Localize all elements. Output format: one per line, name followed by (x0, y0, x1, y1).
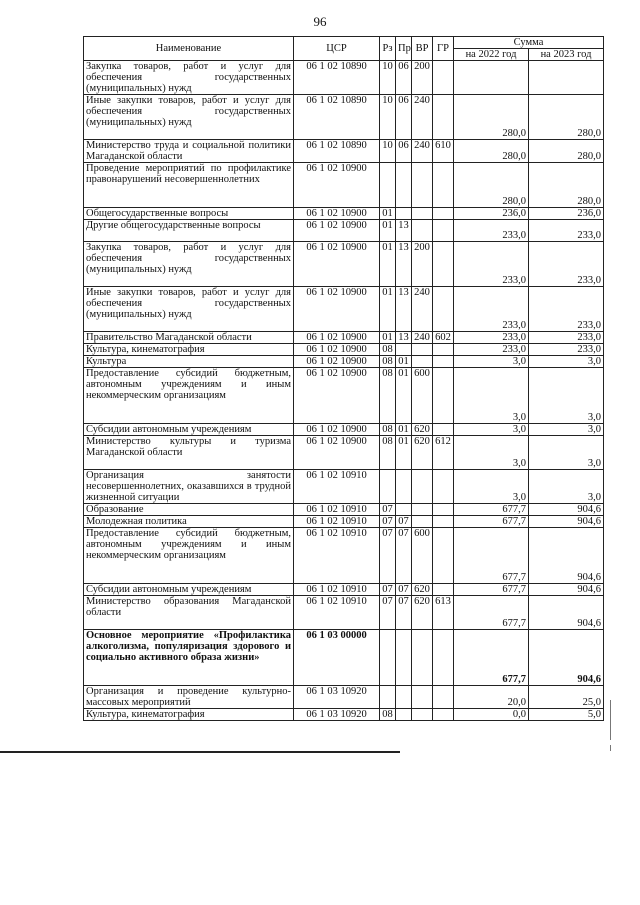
table-row (84, 287, 604, 332)
table-row (84, 470, 604, 504)
cell-rz: 08 (380, 344, 396, 356)
cell-vr (412, 504, 433, 516)
margin-mark (610, 700, 611, 740)
cell-sum-2022: 677,7 (454, 596, 529, 630)
table-row (84, 163, 604, 208)
cell-gr: 612 (433, 436, 454, 470)
cell-pr: 01 (396, 356, 412, 368)
table-row (84, 686, 604, 709)
cell-rz (380, 163, 396, 208)
cell-sum-2022: 3,0 (454, 436, 529, 470)
cell-gr (433, 584, 454, 596)
cell-pr: 13 (396, 242, 412, 287)
cell-name: Закупка товаров, работ и услуг для обеспечения государственных (муниципальных) нужд (84, 242, 294, 287)
cell-sum-2023: 233,0 (529, 242, 604, 287)
cell-vr (412, 163, 433, 208)
table-row (84, 528, 604, 584)
page-number: 96 (313, 14, 327, 29)
table-row (84, 61, 604, 95)
cell-name: Предоставление субсидий бюджетным, автономным учреждениям и иным некоммерческим организациям (84, 368, 294, 424)
cell-rz (380, 630, 396, 686)
cell-vr: 240 (412, 140, 433, 163)
cell-sum-2023: 233,0 (529, 344, 604, 356)
cell-sum-2022: 233,0 (454, 242, 529, 287)
cell-sum-2023: 904,6 (529, 516, 604, 528)
cell-rz: 01 (380, 208, 396, 220)
cell-pr (396, 709, 412, 721)
cell-gr (433, 95, 454, 140)
cell-sum-2022: 677,7 (454, 516, 529, 528)
cell-name: Общегосударственные вопросы (84, 208, 294, 220)
cell-pr: 06 (396, 95, 412, 140)
cell-gr: 602 (433, 332, 454, 344)
cell-name: Образование (84, 504, 294, 516)
cell-sum-2022: 677,7 (454, 584, 529, 596)
cell-rz: 08 (380, 356, 396, 368)
cell-vr: 200 (412, 242, 433, 287)
cell-csr: 06 1 02 10900 (294, 220, 380, 242)
cell-gr (433, 504, 454, 516)
cell-rz: 07 (380, 504, 396, 516)
cell-csr: 06 1 02 10900 (294, 287, 380, 332)
cell-csr: 06 1 03 10920 (294, 709, 380, 721)
cell-name: Культура (84, 356, 294, 368)
cell-gr (433, 242, 454, 287)
cell-csr: 06 1 02 10910 (294, 470, 380, 504)
table-row (84, 709, 604, 721)
cell-rz: 08 (380, 368, 396, 424)
cell-rz: 07 (380, 516, 396, 528)
cell-vr (412, 470, 433, 504)
cell-vr: 240 (412, 95, 433, 140)
cell-gr (433, 686, 454, 709)
cell-vr (412, 356, 433, 368)
cell-vr: 200 (412, 61, 433, 95)
cell-pr (396, 504, 412, 516)
cell-gr: 610 (433, 140, 454, 163)
cell-vr (412, 208, 433, 220)
table-row (84, 140, 604, 163)
table-row (84, 208, 604, 220)
cell-sum-2023: 236,0 (529, 208, 604, 220)
cell-gr (433, 208, 454, 220)
cell-sum-2023: 904,6 (529, 584, 604, 596)
cell-name: Закупка товаров, работ и услуг для обеспечения государственных (муниципальных) нужд (84, 61, 294, 95)
cell-name: Организация занятости несовершеннолетних, оказавшихся в трудной жизненной ситуации (84, 470, 294, 504)
table-row (84, 516, 604, 528)
cell-vr: 620 (412, 596, 433, 630)
cell-vr (412, 686, 433, 709)
cell-sum-2023: 280,0 (529, 95, 604, 140)
cell-rz: 10 (380, 140, 396, 163)
cell-csr: 06 1 02 10910 (294, 528, 380, 584)
cell-name: Субсидии автономным учреждениям (84, 424, 294, 436)
cell-name: Иные закупки товаров, работ и услуг для обеспечения государственных (муниципальных) нужд (84, 95, 294, 140)
table-row (84, 424, 604, 436)
cell-pr (396, 630, 412, 686)
cell-pr: 01 (396, 368, 412, 424)
cell-pr: 07 (396, 596, 412, 630)
cell-vr: 620 (412, 424, 433, 436)
table-row (84, 95, 604, 140)
cell-csr: 06 1 03 10920 (294, 686, 380, 709)
cell-csr: 06 1 02 10900 (294, 163, 380, 208)
cell-sum-2023: 904,6 (529, 528, 604, 584)
cell-pr (396, 344, 412, 356)
cell-sum-2022: 280,0 (454, 140, 529, 163)
cell-csr: 06 1 02 10890 (294, 95, 380, 140)
cell-vr (412, 220, 433, 242)
table-row (84, 596, 604, 630)
cell-sum-2023: 25,0 (529, 686, 604, 709)
cell-csr: 06 1 02 10900 (294, 368, 380, 424)
cell-csr: 06 1 03 00000 (294, 630, 380, 686)
cell-csr: 06 1 02 10900 (294, 344, 380, 356)
table-row (84, 584, 604, 596)
cell-name: Проведение мероприятий по профилактике правонарушений несовершеннолетних (84, 163, 294, 208)
cell-sum-2022: 233,0 (454, 220, 529, 242)
header-rz: Рз (380, 37, 396, 61)
cell-rz: 08 (380, 436, 396, 470)
header-pr: Пр (396, 37, 412, 61)
cell-rz: 08 (380, 709, 396, 721)
cell-name: Министерство культуры и туризма Магаданской области (84, 436, 294, 470)
table-row (84, 368, 604, 424)
budget-table (83, 36, 604, 721)
cell-pr: 07 (396, 528, 412, 584)
header-gr: ГР (433, 37, 454, 61)
header-vr: ВР (412, 37, 433, 61)
cell-csr: 06 1 02 10900 (294, 242, 380, 287)
cell-vr: 620 (412, 436, 433, 470)
cell-sum-2023: 233,0 (529, 220, 604, 242)
cell-pr: 01 (396, 436, 412, 470)
cell-gr (433, 516, 454, 528)
cell-gr: 613 (433, 596, 454, 630)
cell-rz: 01 (380, 287, 396, 332)
margin-mark (610, 745, 611, 751)
cell-pr (396, 686, 412, 709)
cell-name: Культура, кинематография (84, 709, 294, 721)
cell-vr: 600 (412, 528, 433, 584)
cell-sum-2022: 233,0 (454, 344, 529, 356)
cell-name: Другие общегосударственные вопросы (84, 220, 294, 242)
cell-sum-2022: 280,0 (454, 95, 529, 140)
cell-vr: 240 (412, 332, 433, 344)
cell-sum-2023: 904,6 (529, 630, 604, 686)
table-body (84, 61, 604, 721)
table-row (84, 332, 604, 344)
table-row (84, 436, 604, 470)
cell-pr: 06 (396, 61, 412, 95)
cell-sum-2023: 3,0 (529, 424, 604, 436)
cell-sum-2022 (454, 61, 529, 95)
cell-gr (433, 344, 454, 356)
cell-sum-2022: 236,0 (454, 208, 529, 220)
cell-sum-2023 (529, 61, 604, 95)
cell-sum-2023: 3,0 (529, 356, 604, 368)
cell-sum-2022: 280,0 (454, 163, 529, 208)
cell-gr (433, 61, 454, 95)
cell-sum-2023: 280,0 (529, 163, 604, 208)
cell-rz: 07 (380, 596, 396, 630)
table-row (84, 630, 604, 686)
cell-gr (433, 287, 454, 332)
cell-sum-2022: 233,0 (454, 287, 529, 332)
cell-sum-2023: 233,0 (529, 332, 604, 344)
cell-rz: 01 (380, 220, 396, 242)
cell-name: Основное мероприятие «Профилактика алкоголизма, популяризация здорового и социально активного образа жизни» (84, 630, 294, 686)
cell-rz (380, 686, 396, 709)
cell-vr: 620 (412, 584, 433, 596)
cell-name: Культура, кинематография (84, 344, 294, 356)
cell-sum-2022: 677,7 (454, 504, 529, 516)
cell-csr: 06 1 02 10910 (294, 504, 380, 516)
cell-pr: 06 (396, 140, 412, 163)
cell-csr: 06 1 02 10900 (294, 332, 380, 344)
cell-csr: 06 1 02 10900 (294, 356, 380, 368)
cell-csr: 06 1 02 10890 (294, 140, 380, 163)
cell-pr: 13 (396, 332, 412, 344)
cell-vr (412, 516, 433, 528)
cell-sum-2022: 3,0 (454, 470, 529, 504)
cell-name: Предоставление субсидий бюджетным, автономным учреждениям и иным некоммерческим организациям (84, 528, 294, 584)
cell-pr: 13 (396, 220, 412, 242)
cell-sum-2022: 3,0 (454, 368, 529, 424)
cell-sum-2023: 5,0 (529, 709, 604, 721)
cell-gr (433, 630, 454, 686)
cell-rz: 07 (380, 528, 396, 584)
header-name: Наименование (84, 37, 294, 61)
cell-csr: 06 1 02 10910 (294, 516, 380, 528)
cell-pr (396, 208, 412, 220)
header-year-2022: на 2022 год (454, 49, 529, 61)
table-row (84, 220, 604, 242)
cell-pr: 01 (396, 424, 412, 436)
cell-rz: 10 (380, 95, 396, 140)
cell-vr (412, 344, 433, 356)
cell-sum-2023: 904,6 (529, 504, 604, 516)
cell-gr (433, 356, 454, 368)
table-row (84, 356, 604, 368)
cell-gr (433, 709, 454, 721)
cell-name: Министерство труда и социальной политики Магаданской области (84, 140, 294, 163)
cell-csr: 06 1 02 10910 (294, 596, 380, 630)
cell-csr: 06 1 02 10900 (294, 208, 380, 220)
table-row (84, 242, 604, 287)
cell-pr: 07 (396, 516, 412, 528)
bottom-rule (0, 751, 400, 753)
header-sum: Сумма (454, 37, 604, 49)
cell-sum-2022: 3,0 (454, 356, 529, 368)
cell-gr (433, 470, 454, 504)
cell-sum-2022: 677,7 (454, 528, 529, 584)
cell-rz (380, 470, 396, 504)
cell-name: Правительство Магаданской области (84, 332, 294, 344)
cell-csr: 06 1 02 10900 (294, 424, 380, 436)
cell-pr (396, 163, 412, 208)
cell-gr (433, 528, 454, 584)
cell-sum-2023: 233,0 (529, 287, 604, 332)
cell-rz: 07 (380, 584, 396, 596)
cell-sum-2023: 904,6 (529, 596, 604, 630)
cell-name: Субсидии автономным учреждениям (84, 584, 294, 596)
cell-csr: 06 1 02 10910 (294, 584, 380, 596)
cell-gr (433, 424, 454, 436)
table-row (84, 344, 604, 356)
cell-sum-2023: 3,0 (529, 368, 604, 424)
header-year-2023: на 2023 год (529, 49, 604, 61)
cell-gr (433, 220, 454, 242)
cell-sum-2022: 0,0 (454, 709, 529, 721)
cell-sum-2023: 3,0 (529, 436, 604, 470)
cell-rz: 01 (380, 242, 396, 287)
cell-sum-2022: 233,0 (454, 332, 529, 344)
cell-csr: 06 1 02 10890 (294, 61, 380, 95)
cell-name: Министерство образования Магаданской области (84, 596, 294, 630)
cell-csr: 06 1 02 10900 (294, 436, 380, 470)
table-row (84, 504, 604, 516)
cell-rz: 08 (380, 424, 396, 436)
cell-sum-2023: 3,0 (529, 470, 604, 504)
cell-pr: 13 (396, 287, 412, 332)
cell-vr (412, 630, 433, 686)
cell-name: Иные закупки товаров, работ и услуг для обеспечения государственных (муниципальных) нужд (84, 287, 294, 332)
cell-vr: 240 (412, 287, 433, 332)
cell-rz: 01 (380, 332, 396, 344)
cell-gr (433, 368, 454, 424)
cell-name: Молодежная политика (84, 516, 294, 528)
cell-vr: 600 (412, 368, 433, 424)
cell-rz: 10 (380, 61, 396, 95)
cell-sum-2022: 20,0 (454, 686, 529, 709)
cell-sum-2022: 677,7 (454, 630, 529, 686)
header-csr: ЦСР (294, 37, 380, 61)
cell-name: Организация и проведение культурно-массовых мероприятий (84, 686, 294, 709)
cell-vr (412, 709, 433, 721)
cell-gr (433, 163, 454, 208)
cell-sum-2023: 280,0 (529, 140, 604, 163)
cell-sum-2022: 3,0 (454, 424, 529, 436)
cell-pr (396, 470, 412, 504)
cell-pr: 07 (396, 584, 412, 596)
